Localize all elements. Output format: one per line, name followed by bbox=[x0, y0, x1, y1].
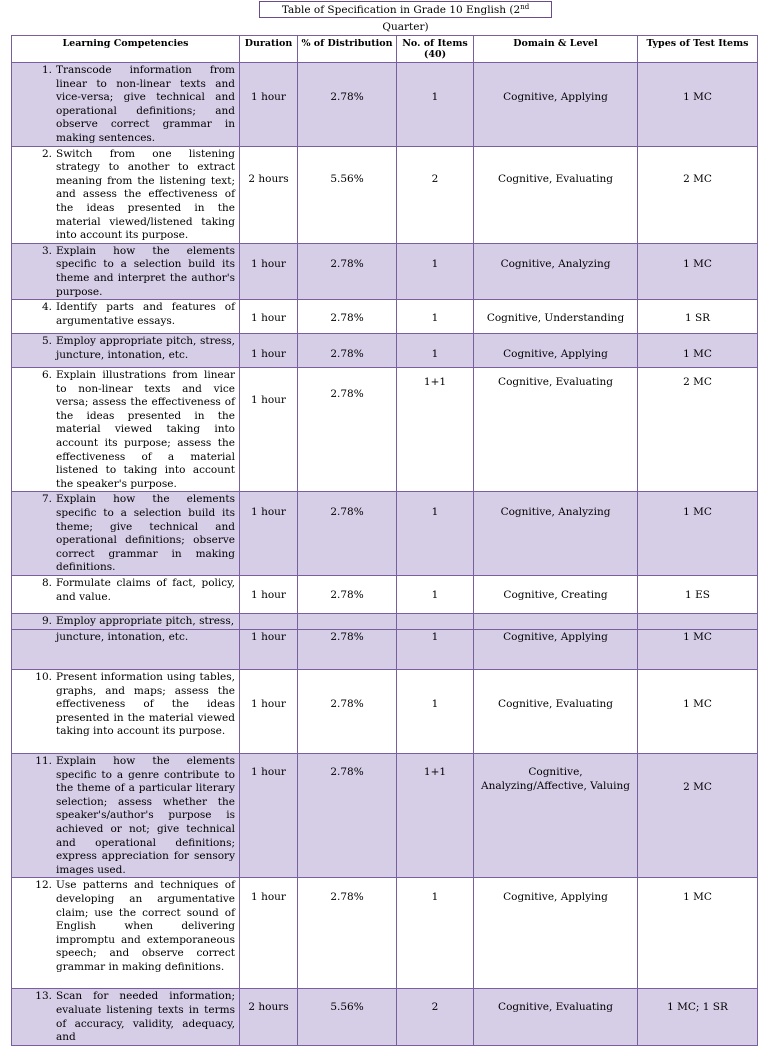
competency-text: Employ appropriate pitch, stress, bbox=[56, 615, 235, 627]
table-row bbox=[12, 989, 758, 1045]
competency-cell bbox=[12, 492, 240, 576]
competency-number: 7. bbox=[41, 493, 52, 506]
duration-cell: 1 hour bbox=[240, 630, 298, 670]
competency-number: 5. bbox=[41, 335, 52, 348]
domain-cell bbox=[474, 614, 638, 630]
duration-cell: 1 hour bbox=[240, 368, 298, 492]
table-row bbox=[12, 630, 758, 670]
competency-number: 1. bbox=[41, 64, 52, 76]
domain-cell: Cognitive, Applying bbox=[474, 878, 638, 989]
test-type-cell: 1 SR bbox=[638, 300, 758, 334]
competency-text: Formulate claims of fact, policy, and value. bbox=[56, 577, 235, 603]
duration-cell bbox=[240, 614, 298, 630]
duration-cell: 1 hour bbox=[240, 334, 298, 368]
competency-cell bbox=[12, 878, 240, 989]
distribution-cell: 2.78% bbox=[298, 243, 397, 299]
items-cell: 2 bbox=[397, 989, 474, 1045]
table-row bbox=[12, 368, 758, 492]
domain-cell: Cognitive, Evaluating bbox=[474, 368, 638, 492]
competency-cell bbox=[12, 576, 240, 614]
distribution-cell: 5.56% bbox=[298, 989, 397, 1045]
distribution-cell: 2.78% bbox=[298, 334, 397, 368]
table-row bbox=[12, 670, 758, 754]
test-type-cell: 1 MC bbox=[638, 878, 758, 989]
domain-cell: Cognitive, Applying bbox=[474, 334, 638, 368]
test-type-cell: 1 ES bbox=[638, 576, 758, 614]
domain-cell: Cognitive, Evaluating bbox=[474, 989, 638, 1045]
items-cell: 1 bbox=[397, 492, 474, 576]
competency-cell bbox=[12, 300, 240, 334]
domain-cell: Cognitive, Analyzing/Affective, Valuing bbox=[474, 754, 638, 878]
items-cell: 1 bbox=[397, 300, 474, 334]
table-row bbox=[12, 492, 758, 576]
distribution-cell: 2.78% bbox=[298, 754, 397, 878]
items-cell: 1 bbox=[397, 576, 474, 614]
competency-cell bbox=[12, 146, 240, 243]
table-row bbox=[12, 243, 758, 299]
items-cell: 1 bbox=[397, 630, 474, 670]
items-cell: 2 bbox=[397, 146, 474, 243]
competency-text: juncture, intonation, etc. bbox=[56, 631, 189, 643]
test-type-cell: 2 MC bbox=[638, 368, 758, 492]
competency-text: Transcode information from linear to non-linear texts and vice-versa; give technical and operational definitions; and observe correct grammar in making sentences. bbox=[56, 64, 235, 144]
competency-cell bbox=[12, 630, 240, 670]
test-type-cell: 1 MC bbox=[638, 492, 758, 576]
items-cell: 1 bbox=[397, 63, 474, 147]
items-cell: 1 bbox=[397, 243, 474, 299]
competency-number: 3. bbox=[41, 244, 52, 257]
specification-table-top bbox=[11, 35, 758, 630]
competency-cell bbox=[12, 243, 240, 299]
test-type-cell: 1 MC bbox=[638, 670, 758, 754]
table-row bbox=[12, 614, 758, 630]
competency-cell bbox=[12, 63, 240, 147]
duration-cell: 1 hour bbox=[240, 670, 298, 754]
items-cell bbox=[397, 614, 474, 630]
specification-table-bottom bbox=[11, 629, 758, 1046]
competency-text: Explain how the elements specific to a genre contribute to the theme of a particular literary selection; assess whether the speaker's/author's purpose is achieved or not; give technical and operational definitions; express appreciation for sensory images used. bbox=[56, 755, 235, 876]
duration-cell: 2 hours bbox=[240, 146, 298, 243]
table-row bbox=[12, 300, 758, 334]
items-cell: 1 bbox=[397, 670, 474, 754]
duration-cell: 1 hour bbox=[240, 243, 298, 299]
domain-cell: Cognitive, Understanding bbox=[474, 300, 638, 334]
domain-cell: Cognitive, Analyzing bbox=[474, 243, 638, 299]
competency-number: 6. bbox=[41, 369, 52, 382]
table-row bbox=[12, 576, 758, 614]
competency-cell bbox=[12, 368, 240, 492]
competency-cell bbox=[12, 989, 240, 1045]
domain-cell: Cognitive, Applying bbox=[474, 630, 638, 670]
distribution-cell: 2.78% bbox=[298, 63, 397, 147]
duration-cell: 1 hour bbox=[240, 300, 298, 334]
items-cell: 1+1 bbox=[397, 754, 474, 878]
table-row bbox=[12, 754, 758, 878]
duration-cell: 1 hour bbox=[240, 492, 298, 576]
distribution-cell: 2.78% bbox=[298, 300, 397, 334]
competency-cell bbox=[12, 614, 240, 630]
competency-number: 11. bbox=[35, 755, 52, 767]
competency-number: 4. bbox=[41, 301, 52, 314]
test-type-cell: 1 MC bbox=[638, 630, 758, 670]
header-distribution: % of Distribution bbox=[298, 36, 397, 63]
table-row bbox=[12, 334, 758, 368]
competency-cell bbox=[12, 670, 240, 754]
distribution-cell: 2.78% bbox=[298, 670, 397, 754]
header-items: No. of Items (40) bbox=[397, 36, 474, 63]
test-type-cell bbox=[638, 614, 758, 630]
header-domain: Domain & Level bbox=[474, 36, 638, 63]
domain-cell: Cognitive, Evaluating bbox=[474, 146, 638, 243]
domain-cell: Cognitive, Creating bbox=[474, 576, 638, 614]
duration-cell: 1 hour bbox=[240, 754, 298, 878]
domain-cell: Cognitive, Applying bbox=[474, 63, 638, 147]
header-competencies: Learning Competencies bbox=[12, 36, 240, 63]
competency-text: Use patterns and techniques of developing an argumentative claim; use the correct sound of English when delivering impromptu and extemporaneous speech; and observe correct grammar in making definitions. bbox=[56, 879, 235, 973]
test-type-cell: 1 MC bbox=[638, 334, 758, 368]
competency-text: Present information using tables, graphs, and maps; assess the effectiveness of the ideas presented in the material viewed taking into account its purpose. bbox=[56, 671, 235, 738]
page-title: Table of Specification in Grade 10 English (2nd Quarter) bbox=[259, 1, 552, 18]
header-types: Types of Test Items bbox=[638, 36, 758, 63]
domain-cell: Cognitive, Evaluating bbox=[474, 670, 638, 754]
duration-cell: 1 hour bbox=[240, 576, 298, 614]
domain-cell: Cognitive, Analyzing bbox=[474, 492, 638, 576]
duration-cell: 1 hour bbox=[240, 878, 298, 989]
duration-cell: 1 hour bbox=[240, 63, 298, 147]
test-type-cell: 1 MC; 1 SR bbox=[638, 989, 758, 1045]
duration-cell: 2 hours bbox=[240, 989, 298, 1045]
competency-text: Switch from one listening strategy to another to extract meaning from the listening text; and assess the effectiveness of the ideas presented in the material viewed/listened taking into account its purpose. bbox=[56, 147, 235, 242]
test-type-cell: 1 MC bbox=[638, 243, 758, 299]
distribution-cell: 2.78% bbox=[298, 368, 397, 492]
test-type-cell: 2 MC bbox=[638, 754, 758, 878]
competency-cell bbox=[12, 334, 240, 368]
competency-text: Explain illustrations from linear to non-linear texts and vice versa; assess the effectiveness of the ideas presented in the material viewed taking into account its purpose; assess the effectiveness of a material listened to taking into account the speaker's purpose. bbox=[56, 369, 235, 490]
distribution-cell: 2.78% bbox=[298, 576, 397, 614]
header-duration: Duration bbox=[240, 36, 298, 63]
competency-number: 13. bbox=[35, 990, 52, 1003]
competency-text: Scan for needed information; evaluate listening texts in terms of accuracy, validity, adequacy, and bbox=[56, 990, 235, 1044]
table-row bbox=[12, 63, 758, 147]
competency-text: Explain how the elements specific to a selection build its theme; give technical and operational definitions; observe correct grammar in making definitions. bbox=[56, 493, 235, 574]
items-cell: 1 bbox=[397, 878, 474, 989]
distribution-cell: 2.78% bbox=[298, 492, 397, 576]
distribution-cell: 2.78% bbox=[298, 878, 397, 989]
competency-number: 8. bbox=[41, 577, 52, 589]
competency-text: Explain how the elements specific to a selection build its theme and interpret the author's purpose. bbox=[56, 244, 235, 298]
competency-number bbox=[14, 631, 56, 645]
competency-number: 2. bbox=[41, 147, 52, 160]
test-type-cell: 2 MC bbox=[638, 146, 758, 243]
table-row bbox=[12, 878, 758, 989]
test-type-cell: 1 MC bbox=[638, 63, 758, 147]
table-header-row bbox=[12, 36, 758, 63]
competency-number: 9. bbox=[41, 615, 52, 627]
items-cell: 1+1 bbox=[397, 368, 474, 492]
competency-number: 12. bbox=[35, 879, 52, 892]
competency-text: Employ appropriate pitch, stress, juncture, intonation, etc. bbox=[56, 335, 235, 361]
distribution-cell: 5.56% bbox=[298, 146, 397, 243]
competency-cell bbox=[12, 754, 240, 878]
competency-number: 10. bbox=[35, 671, 52, 683]
items-cell: 1 bbox=[397, 334, 474, 368]
table-row bbox=[12, 146, 758, 243]
distribution-cell bbox=[298, 614, 397, 630]
distribution-cell: 2.78% bbox=[298, 630, 397, 670]
competency-text: Identify parts and features of argumentative essays. bbox=[56, 301, 235, 327]
